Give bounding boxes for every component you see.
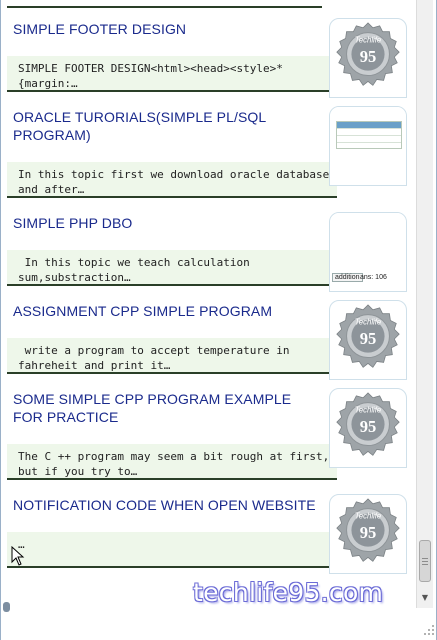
svg-text:Techlife: Techlife: [354, 405, 382, 415]
scroll-down-arrow-icon[interactable]: ▼: [421, 593, 429, 602]
post-excerpt: In this topic first we download oracle database and after…: [7, 162, 337, 198]
resize-grip-icon[interactable]: [423, 624, 435, 636]
scrollbar-thumb[interactable]: [419, 540, 431, 582]
addition-button: addition: [332, 273, 363, 282]
php-screenshot-image: [330, 213, 406, 291]
post-feed: [7, 0, 407, 608]
post-thumbnail[interactable]: [329, 212, 407, 292]
post-excerpt: …: [7, 532, 337, 568]
divider: [7, 6, 322, 8]
post-title-link[interactable]: ASSIGNMENT CPP SIMPLE PROGRAM: [13, 303, 273, 319]
post-title-link[interactable]: NOTIFICATION CODE WHEN OPEN WEBSITE: [13, 497, 316, 513]
svg-text:95: 95: [359, 328, 377, 348]
svg-text:95: 95: [359, 522, 377, 542]
svg-text:95: 95: [359, 46, 377, 66]
post-thumbnail[interactable]: [329, 300, 407, 380]
watermark: techlife95.com: [193, 578, 384, 607]
post-excerpt: The C ++ program may seem a bit rough at first, but if you try to…: [7, 444, 337, 480]
table-screenshot-image: [330, 107, 406, 185]
mouse-cursor-icon: [11, 546, 25, 566]
post-thumbnail[interactable]: [329, 388, 407, 468]
svg-text:Techlife: Techlife: [354, 317, 382, 327]
post-title-link[interactable]: SOME SIMPLE CPP PROGRAM EXAMPLE FOR PRACTICE: [13, 391, 292, 425]
post-title-link[interactable]: SIMPLE FOOTER DESIGN: [13, 21, 187, 37]
left-edge-knob: [3, 602, 10, 612]
post-thumbnail[interactable]: [329, 106, 407, 186]
post-thumbnail[interactable]: [329, 18, 407, 98]
post-title-link[interactable]: ORACLE TURORIALS(SIMPLE PL/SQL PROGRAM): [13, 109, 266, 143]
post-thumbnail[interactable]: [329, 494, 407, 574]
post-excerpt: write a program to accept temperature in fahreheit and print it…: [7, 338, 337, 374]
vertical-scrollbar[interactable]: [416, 0, 433, 608]
svg-text:Techlife: Techlife: [354, 35, 382, 45]
answer-text: ans: 106: [360, 274, 387, 281]
window-bottom-strip: [1, 608, 437, 640]
post-excerpt: SIMPLE FOOTER DESIGN<html><head><style>*{margin:…: [7, 56, 337, 92]
svg-text:95: 95: [359, 416, 377, 436]
techlife95-badge-icon: [330, 495, 406, 573]
post-excerpt: In this topic we teach calculation sum,substraction…: [7, 250, 337, 286]
techlife95-badge-icon: [330, 389, 406, 467]
techlife95-badge-icon: [330, 19, 406, 97]
svg-text:Techlife: Techlife: [354, 511, 382, 521]
techlife95-badge-icon: [330, 301, 406, 379]
post-title-link[interactable]: SIMPLE PHP DBO: [13, 215, 133, 231]
